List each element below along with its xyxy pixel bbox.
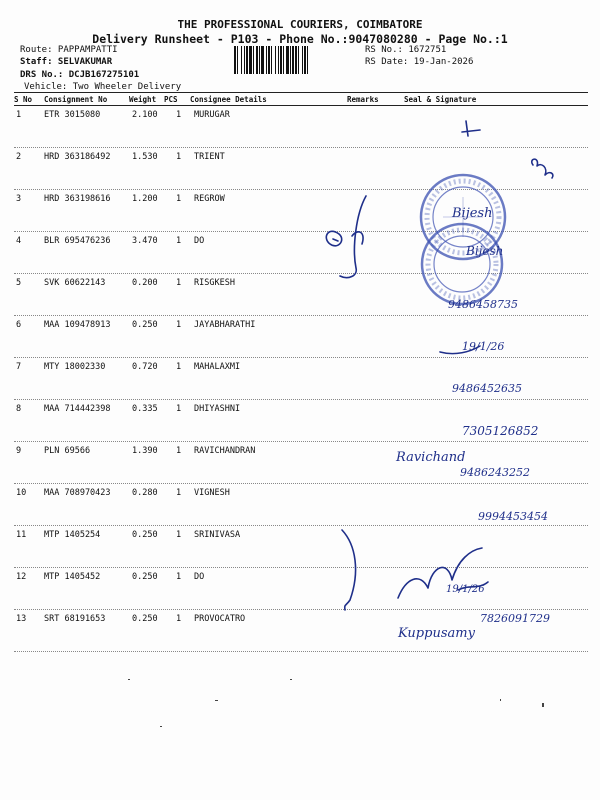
row-sno: 7: [16, 362, 22, 372]
handwritten-phone: 9994453454: [478, 510, 548, 523]
row-consignment: MAA 714442398: [44, 404, 111, 414]
row-pcs: 1: [176, 236, 182, 246]
row-weight: 1.530: [132, 152, 158, 162]
rs-no-label: RS No.: 1672751: [365, 45, 447, 55]
row-consignment: ETR 3015080: [44, 110, 101, 120]
col-consignee: Consignee Details: [190, 95, 267, 104]
row-weight: 3.470: [132, 236, 158, 246]
row-consignee: JAYABHARATHI: [194, 320, 256, 330]
row-consignee: TRIENT: [194, 152, 225, 162]
row-weight: 0.250: [132, 614, 158, 624]
col-pcs: PCS: [164, 95, 178, 104]
company-title: THE PROFESSIONAL COURIERS, COIMBATORE: [177, 18, 423, 31]
row-consignment: HRD 363198616: [44, 194, 111, 204]
row-consignee: DO: [194, 572, 205, 582]
row-consignment: SRT 68191653: [44, 614, 106, 624]
row-consignee: MURUGAR: [194, 110, 230, 120]
row-weight: 0.200: [132, 278, 158, 288]
row-weight: 0.720: [132, 362, 158, 372]
vehicle-label: Vehicle: Two Wheeler Delivery: [24, 82, 182, 92]
handwritten-phone: 9486243252: [460, 466, 530, 479]
row-weight: 2.100: [132, 110, 158, 120]
col-consignment: Consignment No: [44, 95, 108, 104]
row-pcs: 1: [176, 446, 182, 456]
row-consignee: PROVOCATRO: [194, 614, 246, 624]
row-sno: 13: [16, 614, 27, 624]
row-pcs: 1: [176, 110, 182, 120]
row-weight: 0.335: [132, 404, 158, 414]
row-pcs: 1: [176, 530, 182, 540]
handwritten-name: Ravichand: [396, 450, 466, 465]
row-consignee: DO: [194, 236, 205, 246]
row-consignee: SRINIVASA: [194, 530, 241, 540]
handwritten-name: Bijesh: [452, 206, 493, 221]
row-pcs: 1: [176, 572, 182, 582]
row-weight: 1.390: [132, 446, 158, 456]
row-sno: 8: [16, 404, 22, 414]
handwritten-phone: 9486452635: [452, 382, 522, 395]
col-sno: S No: [14, 95, 33, 104]
row-consignee: VIGNESH: [194, 488, 230, 498]
row-consignment: MTY 18002330: [44, 362, 106, 372]
handwritten-date: 19/1/26: [446, 584, 485, 595]
row-sno: 4: [16, 236, 22, 246]
row-consignment: PLN 69566: [44, 446, 91, 456]
row-sno: 11: [16, 530, 27, 540]
row-pcs: 1: [176, 362, 182, 372]
row-weight: 0.280: [132, 488, 158, 498]
row-sno: 2: [16, 152, 22, 162]
row-consignment: MAA 109478913: [44, 320, 111, 330]
row-pcs: 1: [176, 614, 182, 624]
rs-date-label: RS Date: 19-Jan-2026: [365, 57, 474, 67]
row-consignment: MTP 1405254: [44, 530, 101, 540]
drs-label: DRS No.: DCJB167275101: [20, 70, 140, 80]
row-pcs: 1: [176, 152, 182, 162]
row-consignment: MAA 708970423: [44, 488, 111, 498]
col-remarks: Remarks: [347, 95, 379, 104]
handwritten-name: Kuppusamy: [398, 626, 475, 641]
row-weight: 0.250: [132, 320, 158, 330]
row-weight: 0.250: [132, 572, 158, 582]
handwritten-phone: 7826091729: [480, 612, 550, 625]
row-sno: 9: [16, 446, 22, 456]
row-sno: 6: [16, 320, 22, 330]
handwritten-date: 19/1/26: [462, 340, 505, 353]
row-sno: 12: [16, 572, 27, 582]
row-consignee: MAHALAXMI: [194, 362, 241, 372]
row-consignee: DHIYASHNI: [194, 404, 241, 414]
row-consignment: SVK 60622143: [44, 278, 106, 288]
row-consignment: HRD 363186492: [44, 152, 111, 162]
row-consignment: BLR 695476236: [44, 236, 111, 246]
staff-label: Staff: SELVAKUMAR: [20, 57, 113, 67]
row-sno: 1: [16, 110, 22, 120]
row-sno: 10: [16, 488, 27, 498]
row-consignment: MTP 1405452: [44, 572, 101, 582]
row-pcs: 1: [176, 194, 182, 204]
row-consignee: REGROW: [194, 194, 225, 204]
row-pcs: 1: [176, 404, 182, 414]
row-weight: 0.250: [132, 530, 158, 540]
runsheet-title: Delivery Runsheet - P103 - Phone No.:9047080280 - Page No.:1: [92, 32, 508, 46]
route-label: Route: PAPPAMPATTI: [20, 45, 118, 55]
handwritten-name: Bijesh: [466, 244, 504, 258]
col-seal: Seal & Signature: [404, 95, 477, 104]
row-consignee: RISGKESH: [194, 278, 235, 288]
col-weight: Weight: [129, 95, 157, 104]
row-sno: 3: [16, 194, 22, 204]
row-pcs: 1: [176, 488, 182, 498]
row-weight: 1.200: [132, 194, 158, 204]
handwritten-phone: 7305126852: [462, 424, 539, 438]
handwritten-phone: 9486458735: [448, 298, 518, 311]
row-sno: 5: [16, 278, 22, 288]
row-pcs: 1: [176, 320, 182, 330]
row-pcs: 1: [176, 278, 182, 288]
row-consignee: RAVICHANDRAN: [194, 446, 256, 456]
